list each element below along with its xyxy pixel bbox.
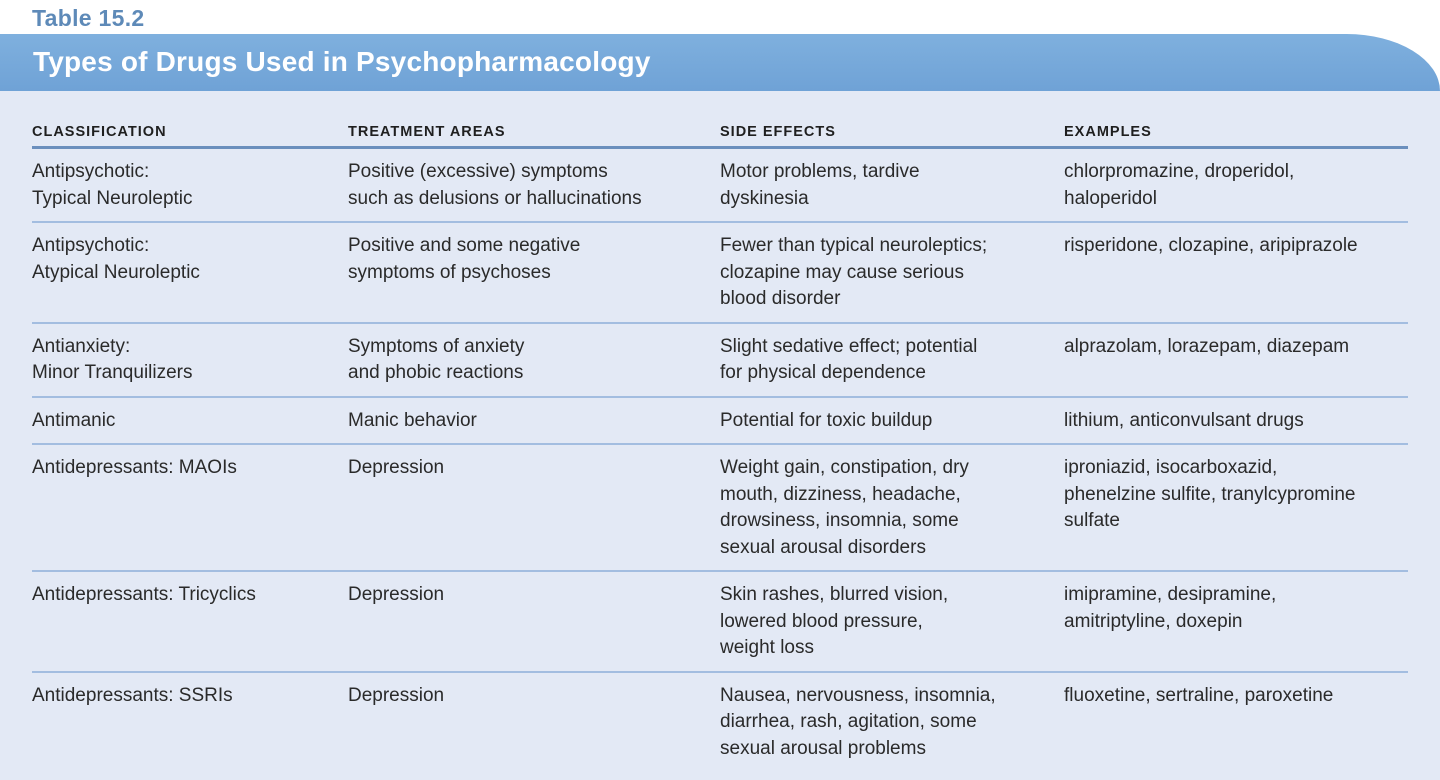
table-row bbox=[32, 222, 1408, 323]
cell-line: Weight gain, constipation, dry bbox=[720, 457, 969, 478]
cell-line: Motor problems, tardive bbox=[720, 161, 920, 182]
treatment-cell bbox=[348, 397, 720, 445]
cell-line: Fewer than typical neuroleptics; bbox=[720, 235, 988, 256]
table-panel bbox=[0, 91, 1440, 780]
cell-line: and phobic reactions bbox=[348, 362, 524, 383]
classification-cell bbox=[32, 571, 348, 672]
cell-line: lowered blood pressure, bbox=[720, 610, 923, 632]
classification-cell bbox=[32, 148, 348, 223]
examples-cell bbox=[1064, 672, 1408, 772]
side-effects-cell bbox=[720, 397, 1064, 445]
cell-line: Antipsychotic: bbox=[32, 161, 150, 182]
cell-line: weight loss bbox=[720, 637, 814, 658]
treatment-cell bbox=[348, 222, 720, 323]
cell-line: Antidepressants: SSRIs bbox=[32, 684, 233, 706]
cell-line: Antidepressants: Tricyclics bbox=[32, 584, 256, 605]
cell-line: Depression bbox=[348, 584, 445, 605]
cell-line: mouth, dizziness, headache, bbox=[720, 483, 961, 505]
cell-line: Minor Tranquilizers bbox=[32, 362, 193, 383]
cell-line: chlorpromazine, droperidol, bbox=[1064, 161, 1295, 182]
classification-cell bbox=[32, 397, 348, 445]
cell-line: haloperidol bbox=[1064, 187, 1157, 209]
column-header-examples: EXAMPLES bbox=[1064, 116, 1408, 148]
cell-line: Depression bbox=[348, 684, 445, 706]
side-effects-cell bbox=[720, 672, 1064, 772]
examples-cell bbox=[1064, 571, 1408, 672]
table-row bbox=[32, 148, 1408, 223]
treatment-cell bbox=[348, 444, 720, 571]
classification-cell bbox=[32, 222, 348, 323]
cell-line: Antianxiety: bbox=[32, 335, 131, 357]
cell-line: dyskinesia bbox=[720, 187, 809, 209]
cell-line: Antipsychotic: bbox=[32, 235, 150, 256]
cell-line: drowsiness, insomnia, some bbox=[720, 510, 959, 531]
cell-line: Slight sedative effect; potential bbox=[720, 335, 978, 357]
table-row bbox=[32, 444, 1408, 571]
treatment-cell bbox=[348, 148, 720, 223]
cell-line: such as delusions or hallucinations bbox=[348, 187, 642, 209]
cell-line: sulfate bbox=[1064, 510, 1120, 531]
cell-line: Manic behavior bbox=[348, 409, 477, 431]
cell-line: Antidepressants: MAOIs bbox=[32, 457, 237, 478]
side-effects-cell bbox=[720, 571, 1064, 672]
cell-line: Typical Neuroleptic bbox=[32, 187, 193, 209]
cell-line: imipramine, desipramine, bbox=[1064, 584, 1277, 605]
cell-line: amitriptyline, doxepin bbox=[1064, 610, 1243, 632]
cell-line: iproniazid, isocarboxazid, bbox=[1064, 457, 1278, 478]
cell-line: diarrhea, rash, agitation, some bbox=[720, 711, 977, 732]
side-effects-cell bbox=[720, 323, 1064, 397]
cell-line: fluoxetine, sertraline, paroxetine bbox=[1064, 684, 1334, 706]
cell-line: phenelzine sulfite, tranylcypromine bbox=[1064, 483, 1356, 505]
cell-line: clozapine may cause serious bbox=[720, 261, 964, 283]
cell-line: Skin rashes, blurred vision, bbox=[720, 584, 949, 605]
cell-line: Symptoms of anxiety bbox=[348, 335, 525, 357]
table-title: Types of Drugs Used in Psychopharmacology bbox=[33, 46, 651, 77]
cell-line: Positive (excessive) symptoms bbox=[348, 161, 608, 182]
classification-cell bbox=[32, 672, 348, 772]
cell-line: Antimanic bbox=[32, 409, 116, 431]
side-effects-cell bbox=[720, 222, 1064, 323]
column-header-treatment-areas: TREATMENT AREAS bbox=[348, 116, 720, 148]
cell-line: alprazolam, lorazepam, diazepam bbox=[1064, 335, 1350, 357]
side-effects-cell bbox=[720, 444, 1064, 571]
examples-cell bbox=[1064, 148, 1408, 223]
treatment-cell bbox=[348, 323, 720, 397]
table-row bbox=[32, 323, 1408, 397]
cell-line: blood disorder bbox=[720, 288, 841, 309]
header-row bbox=[32, 116, 1408, 148]
examples-cell bbox=[1064, 444, 1408, 571]
cell-line: Atypical Neuroleptic bbox=[32, 261, 200, 283]
table-row bbox=[32, 672, 1408, 772]
cell-line: Positive and some negative bbox=[348, 235, 581, 256]
table-row bbox=[32, 571, 1408, 672]
table-row bbox=[32, 397, 1408, 445]
examples-cell bbox=[1064, 397, 1408, 445]
drug-types-table bbox=[32, 116, 1408, 771]
classification-cell bbox=[32, 323, 348, 397]
cell-line: symptoms of psychoses bbox=[348, 261, 551, 283]
cell-line: risperidone, clozapine, aripiprazole bbox=[1064, 235, 1358, 256]
cell-line: Nausea, nervousness, insomnia, bbox=[720, 684, 996, 706]
examples-cell bbox=[1064, 323, 1408, 397]
cell-line: sexual arousal disorders bbox=[720, 536, 926, 558]
cell-line: Depression bbox=[348, 457, 445, 478]
treatment-cell bbox=[348, 672, 720, 772]
cell-line: for physical dependence bbox=[720, 362, 926, 383]
column-header-side-effects: SIDE EFFECTS bbox=[720, 116, 1064, 148]
cell-line: Potential for toxic buildup bbox=[720, 409, 933, 431]
column-header-classification: CLASSIFICATION bbox=[32, 116, 348, 148]
examples-cell bbox=[1064, 222, 1408, 323]
table-number-label: Table 15.2 bbox=[32, 5, 145, 31]
title-banner bbox=[0, 34, 1440, 91]
treatment-cell bbox=[348, 571, 720, 672]
side-effects-cell bbox=[720, 148, 1064, 223]
cell-line: lithium, anticonvulsant drugs bbox=[1064, 409, 1304, 431]
classification-cell bbox=[32, 444, 348, 571]
cell-line: sexual arousal problems bbox=[720, 737, 926, 759]
